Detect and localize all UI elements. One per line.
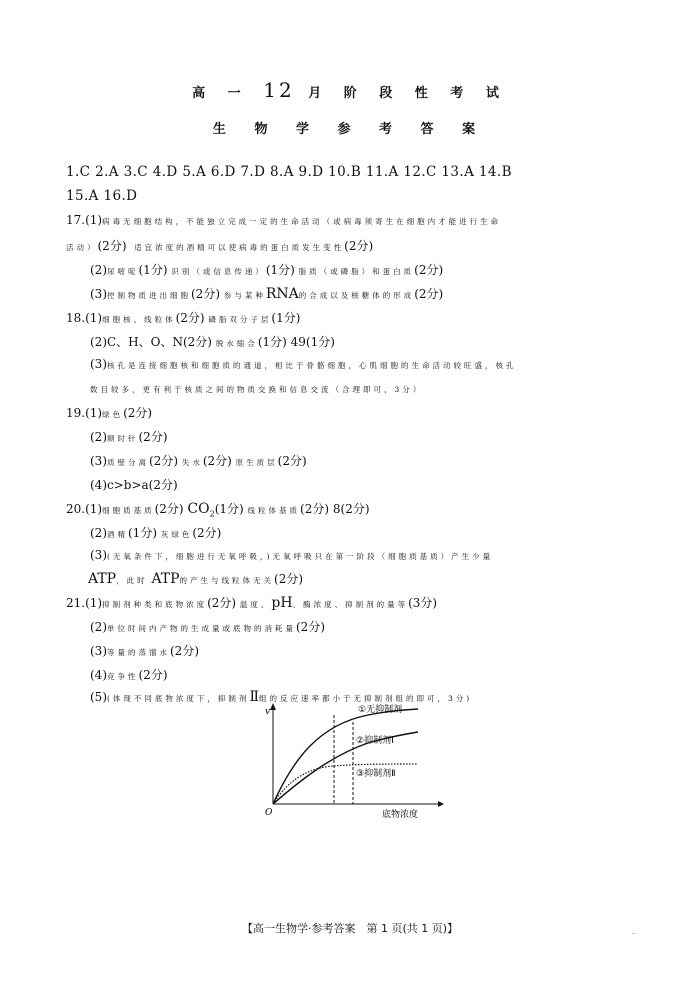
q18-line2: (2)C、H、O、N(2分) 脱水缩合(1分) 49(1分) <box>90 335 335 349</box>
corner-mark: .. <box>631 928 636 936</box>
origin-label: O <box>265 808 273 818</box>
q20-line1: 20.(1)细胞质基质(2分) $CO_2(1$分) 线粒体基质(2分) 8(2分) <box>66 501 370 519</box>
q18-line3: (3)核孔是连接细胞核和细胞质的通道，相比于骨骼细胞，心肌细胞的生命活动较旺盛，核孔 <box>90 357 517 371</box>
y-axis-label: v <box>265 707 271 717</box>
mc-answers-line2: 15.A 16.D <box>66 188 138 204</box>
x-axis-arrow <box>438 801 444 807</box>
curve3-label: ③抑制剂Ⅱ <box>356 769 396 779</box>
q21-line5: (5)(体现不同底物浓度下，抑制剂Ⅱ组的反应速率都小于无抑制剂组的即可，3分) <box>90 689 473 705</box>
curve-inhibitor-2 <box>273 764 418 804</box>
q19-line2: (2)顺时针(2分) <box>90 430 168 444</box>
curve-inhibitor-1 <box>273 732 418 804</box>
curve-no-inhibitor <box>273 709 418 804</box>
q21-line3: (3)等量的蒸馏水(2分) <box>90 644 199 658</box>
q20-line3: (3)(无氧条件下，细胞进行无氧呼吸，)无氧呼吸只在第一阶段（细胞质基质）产生少量 <box>90 548 494 562</box>
page-footer: 【高一生物学·参考答案 第 1 页(共 1 页)】 <box>241 922 459 935</box>
x-axis-label: 底物浓度 <box>382 810 419 820</box>
q17-line2: 活动）(2分) 适宜浓度的酒精可以使病毒的蛋白质发生变性(2分) <box>66 239 374 253</box>
title-prefix: 高 一 <box>192 86 250 101</box>
curve1-label: ①无抑制剂 <box>358 705 403 715</box>
y-axis-arrow <box>270 703 276 710</box>
page-subtitle: 生 物 学 参 考 答 案 <box>212 122 488 137</box>
q21-line4: (4)竞争性(2分) <box>90 668 168 682</box>
q17-line4: (3)控制物质进出细胞(2分) 参与某种RNA的合成以及核糖体的形成(2分) <box>90 286 444 302</box>
page-title <box>0 78 700 102</box>
q18-line1: 18.(1)细胞核、线粒体(2分) 磷脂双分子层(1分) <box>66 311 301 325</box>
title-suffix: 月 阶 段 性 考 试 <box>308 86 508 101</box>
title-number: 12 <box>263 78 295 102</box>
q20-line2: (2)酒精(1分) 灰绿色(2分) <box>90 526 222 540</box>
q19-line1: 19.(1)绿色(2分) <box>66 406 153 420</box>
mc-answers-line1: 1.C 2.A 3.C 4.D 5.A 6.D 7.D 8.A 9.D 10.B 11.A 12.C 13.A 14.B <box>66 164 512 180</box>
q21-line1: 21.(1)抑制剂种类和底物浓度(2分) 温度、pH、酶浓度、抑制剂的量等(3分) <box>66 595 438 611</box>
q17-line1: 17.(1)病毒无细胞结构，不能独立完成一定的生命活动（或病毒须寄生在细胞内才能进行生命 <box>66 213 502 227</box>
q17-line3: (2)尿嘧啶(1分) 识别（或信息传递）(1分) 脂质（或磷脂）和蛋白质(2分) <box>90 263 444 277</box>
q20-line4: ATP，此时 ATP的产生与线粒体无关(2分) <box>88 571 304 587</box>
curve2-label: ②抑制剂Ⅰ <box>356 736 394 746</box>
enzyme-rate-graph <box>258 700 448 825</box>
q21-line2: (2)单位时间内产物的生成量或底物的消耗量(2分) <box>90 620 325 634</box>
q19-line4: (4)c>b>a(2分) <box>90 478 178 492</box>
q19-line3: (3)质壁分离(2分) 失水(2分) 原生质层(2分) <box>90 454 307 468</box>
q18-line4: 数目较多，更有利于核质之间的物质交换和信息交流（合理即可，3分） <box>90 385 424 394</box>
